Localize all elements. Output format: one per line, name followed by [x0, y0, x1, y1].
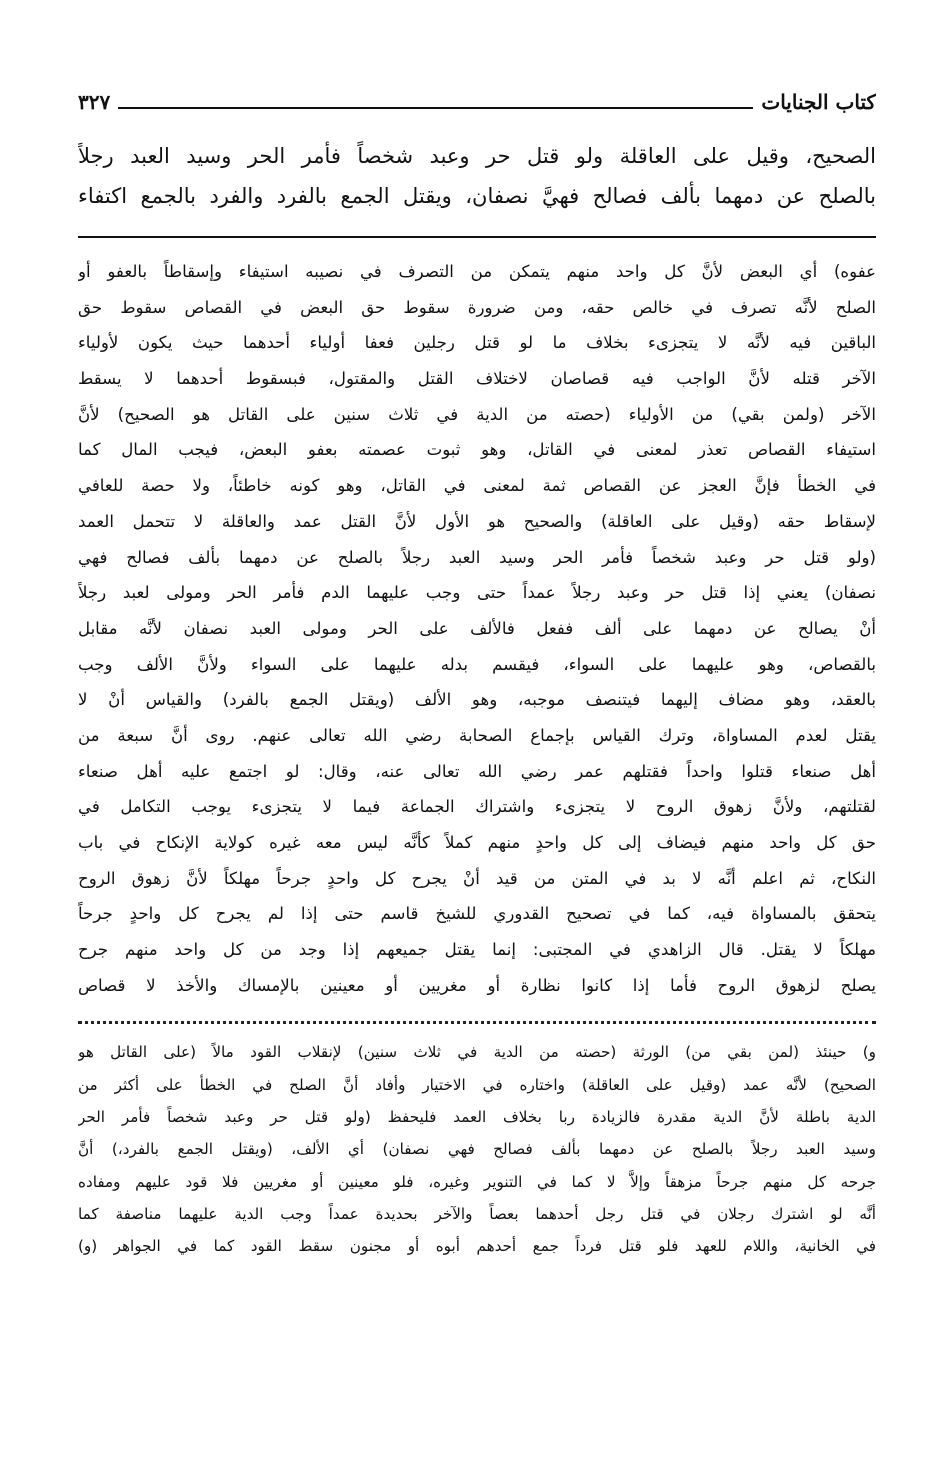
commentary-line: يقتل لعدم المساواة، وترك القياس بإجماع الصحابة رضي الله تعالى عنهم. روى أنَّ سبعة من	[78, 725, 876, 745]
commentary-line: أهل صنعاء قتلوا واحداً فقتلهم عمر رضي الله تعالى عنه، وقال: لو اجتمع عليه أهل صنعاء	[78, 761, 876, 781]
footnote-line: وسيد العبد رجلاً بالصلح عن دمهما بألف فصالح فهي نصفان) أي الألف، (ويقتل الجمع بالفرد،) أنَّ	[78, 1140, 876, 1159]
footnote-line: في الخانية، واللام للعهد فلو قتل فرداً جمع أحدهم أبوه أو مجنون سقط القود كما في الجواهر (و)	[78, 1237, 876, 1256]
chapter-title: كتاب الجنايات	[761, 90, 876, 114]
dotted-separator	[78, 1021, 876, 1024]
commentary-line: النكاح، ثم اعلم أنَّه لا بد في المتن من قيد أنْ يجرح كل واحدٍ جرحاً مهلكاً لأنَّ زهوق الروح	[78, 868, 876, 888]
commentary-line: لقتلتهم، ولأنَّ زهوق الروح لا يتجزىء واشتراك الجماعة فيما لا يتجزىء يوجب التكامل في	[78, 797, 876, 817]
commentary-line: يتحقق بالمساواة فيه، كما في تصحيح القدوري للشيخ قاسم حتى إذا لم يجرح كل واحدٍ جرحاً	[78, 904, 876, 924]
page-number: ٣٢٧	[78, 90, 111, 114]
main-text-line: الصحيح، وقيل على العاقلة ولو قتل حر وعبد شخصاً فأمر الحر وسيد العبد رجلاً	[78, 144, 876, 168]
header-rule	[118, 107, 753, 109]
commentary-line: مهلكاً لا يقتل. قال الزاهدي في المجتبى: إنما يقتل جميعهم إذا وجد من كل واحد منهم جرح	[78, 940, 876, 960]
commentary-line: أنْ يصالح عن دمهما على ألف ففعل فالألف على الحر ومولى العبد نصفان لأنَّه مقابل	[78, 618, 876, 638]
footnote-gloss	[78, 1036, 876, 1262]
footnote-line: أنَّه لو اشترك رجلان في قتل رجل أحدهما بعصاً والآخر بحديدة عمداً وجب الدية عليهما مناصفة كما	[78, 1204, 876, 1223]
commentary-line: حق كل واحد منهم فيضاف إلى كل واحدٍ منهم كملاً كأنَّه ليس معه غيره كولاية الإنكاح في باب	[78, 833, 876, 852]
commentary-line: في الخطأ فإنَّ العجز عن القصاص ثمة لمعنى في القاتل، وهو كونه خاطئاً، ولا حصة للعافي	[78, 476, 876, 496]
commentary	[78, 254, 876, 1003]
commentary-line: الباقين فيه لأنَّه لا يتجزىء بخلاف ما لو قتل رجلين فعفا أولياء أحدهما حيث يكون لأولياء	[78, 333, 876, 353]
commentary-line: استيفاء القصاص تعذر لمعنى في القاتل، وهو ثبوت عصمته بعفو البعض، فيجب المال كما	[78, 440, 876, 460]
book-page	[78, 88, 876, 1468]
separator-rule	[78, 236, 876, 238]
commentary-line: (ولو قتل حر وعبد شخصاً فأمر الحر وسيد العبد رجلاً بالصلح عن دمهما بألف فصالح فهي	[78, 547, 876, 567]
commentary-line: لإسقاط حقه (وقيل على العاقلة) والصحيح هو الأول لأنَّ القتل عمد والعاقلة لا تتحمل العمد	[78, 511, 876, 531]
main-text	[78, 136, 876, 216]
main-text-line: بالصلح عن دمهما بألف فصالح فهيَّ نصفان، ويقتل الجمع بالفرد والفرد بالجمع اكتفاء	[78, 184, 876, 208]
footnote-line: و) حينئذ (لمن بقي من) الورثة (حصته من الدية في ثلاث سنين) لإنقلاب القود مالاً (على القاتل هو	[78, 1043, 876, 1062]
footnote-line: الدية باطلة لأنَّ الدية مقدرة فالزيادة ربا بخلاف العمد فليحفظ (ولو قتل حر وعبد شخصاً فأمر الحر	[78, 1108, 876, 1127]
footnote-line: جرحه كل منهم جرحاً مزهقاً وإلاَّ لا كما في التنوير وغيره، فلو معينين أو مغريين فلا قود عليهم ومفاده	[78, 1172, 876, 1191]
commentary-line: بالعقد، وهو مضاف إليهما فيتنصف موجبه، وهو الألف (ويقتل الجمع بالفرد) والقياس أنْ لا	[78, 690, 876, 710]
running-header	[78, 88, 876, 114]
commentary-line: الصلح لأنَّه تصرف في خالص حقه، ومن ضرورة سقوط حق البعض في القصاص سقوط حق	[78, 297, 876, 317]
commentary-line: بالقصاص، وهو عليهما على السواء، فيقسم بدله عليهما على السواء ولأنَّ الألف وجب	[78, 654, 876, 674]
commentary-line: الآخر قتله لأنَّ الواجب فيه قصاصان لاختلاف القتل والمقتول، فبسقوط أحدهما لا يسقط	[78, 369, 876, 389]
commentary-line: الآخر (ولمن بقي) من الأولياء (حصته من الدية في ثلاث سنين على القاتل هو الصحيح) لأنَّ	[78, 404, 876, 424]
footnote-line: الصحيح) لأنَّه عمد (وقيل على العاقلة) واختاره في الاختيار وأفاد أنَّ الصلح في الخطأ على أكثر من	[78, 1075, 876, 1094]
commentary-line: يصلح لزهوق الروح فأما إذا كانوا نظارة أو مغريين أو معينين بالإمساك والأخذ لا قصاص	[78, 975, 876, 995]
commentary-line: نصفان) يعني إذا قتل حر وعبد رجلاً عمداً حتى وجب عليهما الدم فأمر الحر ومولى لعبد رجلاً	[78, 583, 876, 603]
commentary-line: عفوه) أي البعض لأنَّ كل واحد منهم يتمكن من التصرف في نصيبه استيفاء وإسقاطاً بالعفو أو	[78, 262, 876, 281]
